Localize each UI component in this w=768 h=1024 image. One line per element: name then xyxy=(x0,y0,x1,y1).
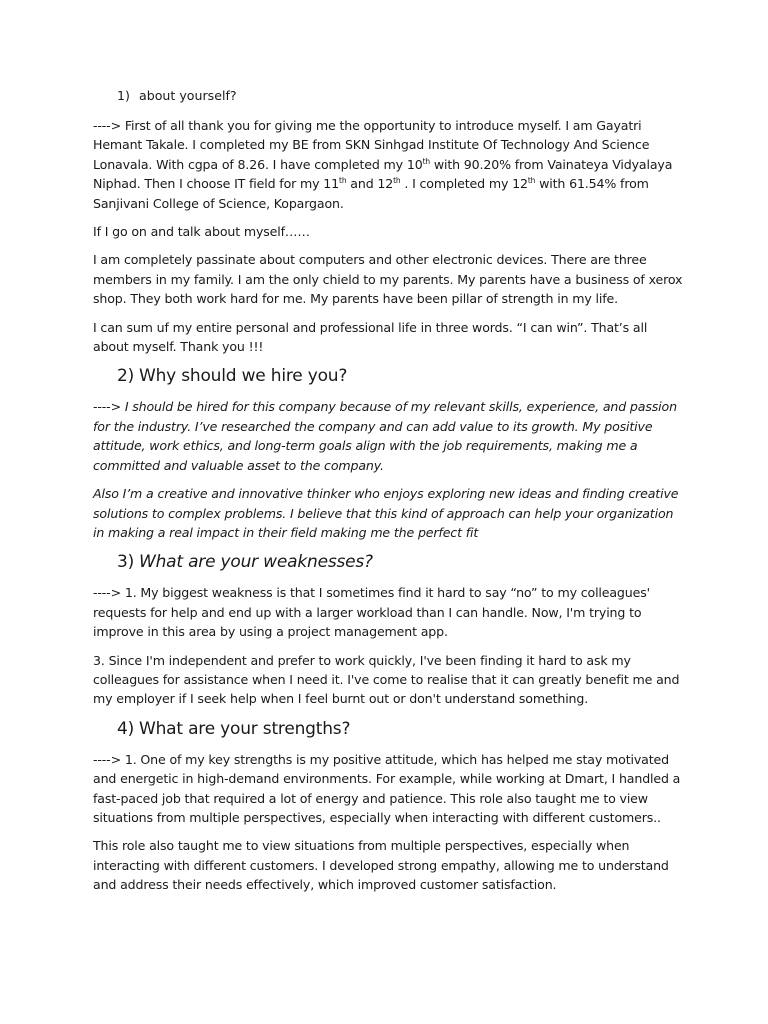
answer-2-prefix: ----> xyxy=(93,399,121,415)
question-3-number: 3) xyxy=(117,552,135,573)
answer-1-paragraph-3: I am completely passinate about computers and other electronic devices. There are three members in my family. I am the only chield to my parents. My parents have a business of xerox shop. They both work hard for me. My parents have been pillar of strength in my life. xyxy=(93,252,683,307)
answer-2-text-1: I should be hired for this company because of my relevant skills, experience, and passion for the industry. I’ve researched the company and can add value to its growth. My positive attitude, work ethics, and long-term goals align with the job requirements, making me a committed and valuable asset to the company. xyxy=(93,399,677,473)
question-3 xyxy=(117,551,683,573)
question-2-title: Why should we hire you? xyxy=(139,366,348,387)
answer-1-text-5: with 61.54% from Sanjivani College of Science, Kopargaon. xyxy=(93,176,649,211)
answer-3-paragraph-1: ----> 1. My biggest weakness is that I sometimes find it hard to say “no” to my colleagues' requests for help and end up with a larger workload than I can handle. Now, I'm trying to improve in this area by using a project management app. xyxy=(93,585,650,640)
question-3-title: What are your weaknesses? xyxy=(139,552,373,573)
superscript-th: th xyxy=(527,176,536,186)
superscript-th: th xyxy=(393,176,401,186)
answer-1-text-1: ----> First of all thank you for giving me the opportunity to introduce myself. I am Gayatri Hemant Takale. I completed my BE from SKN Sinhgad Institute Of Technology And Science Lonavala. With cgpa of 8.26. I have completed my 10 xyxy=(93,118,650,172)
question-1-title: about yourself? xyxy=(139,88,237,103)
question-2-number: 2) xyxy=(117,366,135,387)
answer-1-paragraph-2: If I go on and talk about myself…… xyxy=(93,224,310,240)
answer-3-paragraph-2: 3. Since I'm independent and prefer to work quickly, I've been finding it hard to ask my colleagues for assistance when I need it. I've come to realise that it can greatly benefit me and my employer if I seek help when I feel burnt out or don't understand something. xyxy=(93,652,680,707)
answer-1-paragraph-4: I can sum uf my entire personal and professional life in three words. “I can win”. That’s all about myself. Thank you !!! xyxy=(93,319,648,355)
answer-1-text-4: . I completed my 12 xyxy=(400,176,528,192)
superscript-th: th xyxy=(422,156,430,166)
answer-4-paragraph-2: This role also taught me to view situations from multiple perspectives, especially when interacting with different customers. I developed strong empathy, allowing me to understand and address their needs effectively, which improved customer satisfaction. xyxy=(93,838,669,893)
answer-2-paragraph-1 xyxy=(93,397,683,475)
question-4 xyxy=(117,718,683,740)
question-2 xyxy=(117,365,683,387)
answer-4-paragraph-1: ----> 1. One of my key strengths is my positive attitude, which has helped me stay motivated and energetic in high-demand environments. For example, while working at Dmart, I handled a fast-paced job that required a lot of energy and patience. This role also taught me to view situations from multiple perspectives, especially when interacting with different customers.. xyxy=(93,751,681,825)
question-1-number: 1) xyxy=(117,88,130,103)
answer-1-paragraph-1 xyxy=(93,116,683,213)
document-page xyxy=(93,86,683,904)
superscript-th: th xyxy=(339,176,347,186)
question-1 xyxy=(117,86,683,105)
question-4-title: What are your strengths? xyxy=(139,718,351,739)
question-4-number: 4) xyxy=(117,718,135,739)
answer-2-paragraph-2: Also I’m a creative and innovative thinker who enjoys exploring new ideas and finding creative solutions to complex problems. I believe that this kind of approach can help your organization in making a real impact in their field making me the perfect fit xyxy=(93,486,679,540)
answer-1-text-3: and 12 xyxy=(346,176,394,192)
answer-1-text-2: with 90.20% from Vainateya Vidyalaya Niphad. Then I choose IT field for my 11 xyxy=(93,156,673,192)
